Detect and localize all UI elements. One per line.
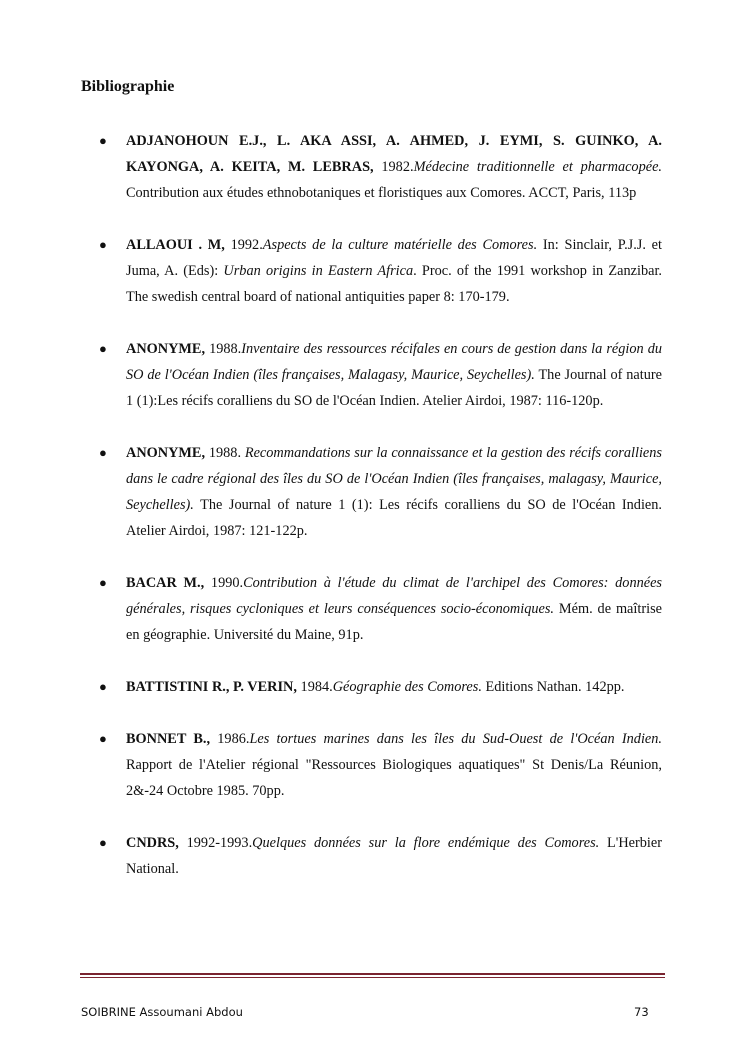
entry-authors: BONNET B., [126, 731, 211, 747]
bibliography-entry [99, 128, 662, 206]
bibliography-list [99, 128, 663, 908]
entry-year: 1984. [296, 679, 333, 695]
entry-title: Les tortues marines dans les îles du Sud-Ouest de l'Océan Indien. [249, 731, 662, 747]
entry-authors: ANONYME, [126, 341, 206, 357]
entry-details: Rapport de l'Atelier régional "Ressources Biologiques aquatiques" St Denis/La Réunion, 2&-24 Octobre 1985. 70pp. [126, 757, 662, 799]
entry-year: 1982. [373, 159, 414, 175]
entry-title: Géographie des Comores. [332, 679, 482, 695]
entry-authors: ALLAOUI . M, [126, 237, 225, 253]
bullet-icon: ● [99, 341, 107, 356]
bibliography-entry [99, 830, 662, 882]
entry-details: The Journal of nature 1 (1): Les récifs coralliens du SO de l'Océan Indien. Atelier Airdoi, 1987: 121-122p. [126, 497, 662, 539]
entry-year: 1992. [224, 237, 263, 253]
entry-authors: ANONYME, [126, 445, 206, 461]
entry-authors: ADJANOHOUN E.J., L. AKA ASSI, A. AHMED, J. EYMI, S. GUINKO, A. KAYONGA, A. KEITA, M. LEBRAS, [126, 133, 662, 175]
bullet-icon: ● [99, 835, 107, 850]
bibliography-entry [99, 440, 662, 544]
entry-book-title: Urban origins in Eastern Africa [223, 263, 414, 279]
entry-title: Aspects de la culture matérielle des Comores. [262, 237, 538, 253]
page-heading: Bibliographie [81, 78, 175, 95]
bullet-icon: ● [99, 679, 107, 694]
entry-authors: CNDRS, [126, 835, 179, 851]
entry-year: 1986. [210, 731, 250, 747]
entry-details: Mém. de maîtrise en géographie. Université du Maine, 91p. [126, 601, 662, 643]
entry-details: L'Herbier National. [126, 835, 662, 877]
bibliography-entry [99, 570, 662, 648]
entry-year: 1992-1993. [178, 835, 253, 851]
bullet-icon: ● [99, 133, 107, 148]
bibliography-entry [99, 674, 662, 700]
entry-title: Recommandations sur la connaissance et la gestion des récifs coralliens dans le cadre régional des îles du SO de l'Océan Indien (îles françaises, malagasy, Maurice, Seychelles). [126, 445, 662, 513]
bullet-icon: ● [99, 445, 107, 460]
entry-year: 1990. [204, 575, 244, 591]
footer-divider-thin [80, 977, 665, 978]
entry-details: . Proc. of the 1991 workshop in Zanzibar. The swedish central board of national antiquities paper 8: 170-179. [126, 263, 662, 305]
entry-year: 1988. [205, 341, 242, 357]
entry-details: Editions Nathan. 142pp. [481, 679, 625, 695]
entry-title: Quelques données sur la flore endémique des Comores. [252, 835, 600, 851]
bibliography-entry [99, 726, 662, 804]
footer-divider [80, 973, 665, 975]
bibliography-entry [99, 232, 662, 310]
footer-author: SOIBRINE Assoumani Abdou [81, 1005, 243, 1019]
entry-details: In: Sinclair, P.J.J. et Juma, A. (Eds): [126, 237, 662, 279]
entry-title: Inventaire des ressources récifales en cours de gestion dans la région du SO de l'Océan Indien (îles françaises, Malagasy, Maurice, Seychelles). [126, 341, 662, 383]
bullet-icon: ● [99, 731, 107, 746]
entry-authors: BATTISTINI R., P. VERIN, [126, 679, 297, 695]
entry-title: Contribution à l'étude du climat de l'archipel des Comores: données générales, risques cycloniques et leurs conséquences socio-économiques. [126, 575, 662, 617]
bullet-icon: ● [99, 575, 107, 590]
entry-authors: BACAR M., [126, 575, 205, 591]
entry-title: Médecine traditionnelle et pharmacopée. [413, 159, 662, 175]
page-number: 73 [634, 1005, 649, 1019]
entry-details: Contribution aux études ethnobotaniques et floristiques aux Comores. ACCT, Paris, 113p [126, 185, 637, 201]
entry-year: 1988. [205, 445, 245, 461]
bullet-icon: ● [99, 237, 107, 252]
entry-details: The Journal of nature 1 (1):Les récifs coralliens du SO de l'Océan Indien. Atelier Airdoi, 1987: 116-120p. [126, 367, 663, 409]
bibliography-entry [99, 336, 663, 414]
